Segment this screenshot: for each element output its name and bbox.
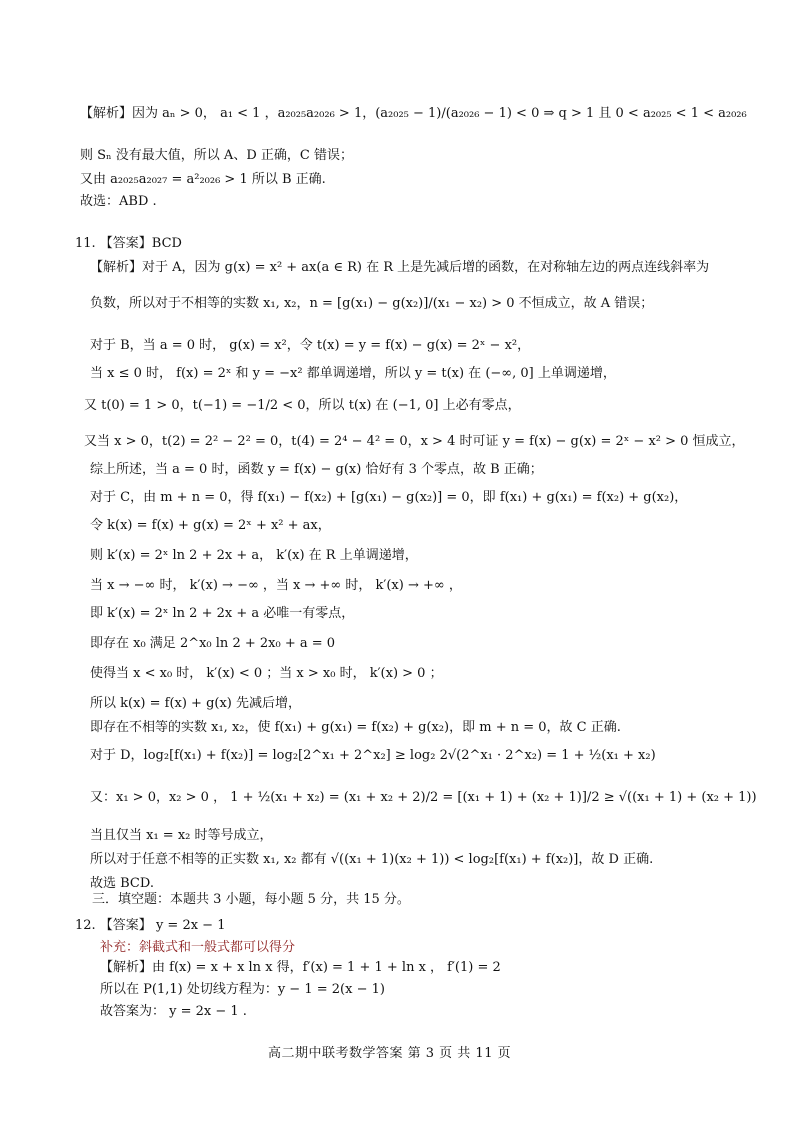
q11-line-c6: 即存在 x₀ 满足 2^x₀ ln 2 + 2x₀ + a = 0 [90, 636, 336, 651]
q11-line-c1: 对于 C，由 m + n = 0，得 f(x₁) − f(x₂) + [g(x₁) − g(x₂)] = 0，即 f(x₁) + g(x₁) = f(x₂) + g(x₂)， [90, 490, 688, 505]
q12-line-3: 故答案为： y = 2x − 1 . [100, 1004, 247, 1019]
q11-line-c8: 所以 k(x) = f(x) + g(x) 先减后增， [90, 696, 302, 711]
q11-line-d4: 所以对于任意不相等的正实数 x₁, x₂ 都有 √((x₁ + 1)(x₂ + 1)) < log₂[f(x₁) + f(x₂)]，故 D 正确. [90, 852, 654, 867]
q11-line-c5: 即 k′(x) = 2ˣ ln 2 + 2x + a 必唯一有零点， [90, 606, 355, 621]
q11-answer: 11. 【答案】BCD [75, 236, 182, 251]
analysis-line-2: 则 Sₙ 没有最大值，所以 A、D 正确，C 错误； [80, 148, 353, 163]
q11-line-b1: 对于 B，当 a = 0 时， g(x) = x²，令 t(x) = y = f(x) − g(x) = 2ˣ − x²， [90, 338, 531, 353]
q11-line-d2: 又：x₁ > 0，x₂ > 0 ， 1 + ½(x₁ + x₂) = (x₁ + x₂ + 2)/2 = [(x₁ + 1) + (x₂ + 1)]/2 ≥ √((x₁ + 1) + (x₂ + 1)) [90, 790, 757, 805]
q11-line-d3: 当且仅当 x₁ = x₂ 时等号成立， [90, 828, 273, 843]
q11-line-b3: 又 t(0) = 1 > 0，t(−1) = −1/2 < 0，所以 t(x) 在 (−1, 0] 上必有零点， [84, 398, 521, 413]
q11-line-c9: 即存在不相等的实数 x₁, x₂，使 f(x₁) + g(x₁) = f(x₂) + g(x₂)，即 m + n = 0，故 C 正确. [90, 720, 621, 735]
q12-line-2: 所以在 P(1,1) 处切线方程为：y − 1 = 2(x − 1) [100, 982, 385, 997]
q11-line-b5: 综上所述，当 a = 0 时，函数 y = f(x) − g(x) 恰好有 3 个零点，故 B 正确； [90, 462, 543, 477]
q11-line-a1: 【解析】对于 A，因为 g(x) = x² + ax(a ∈ R) 在 R 上是先减后增的函数，在对称轴左边的两点连线斜率为 [90, 260, 710, 275]
q12-supplement: 补充：斜截式和一般式都可以得分 [100, 940, 296, 955]
page-footer: 高二期中联考数学答案 第 3 页 共 11 页 [268, 1046, 512, 1061]
analysis-line-3: 又由 a₂₀₂₅a₂₀₂₇ = a²₂₀₂₆ > 1 所以 B 正确. [80, 172, 326, 187]
q12-answer: 12. 【答案】 y = 2x − 1 [75, 918, 226, 933]
q11-line-c4: 当 x → −∞ 时， k′(x) → −∞ ，当 x → +∞ 时， k′(x) → +∞ ， [90, 578, 462, 593]
q11-line-b2: 当 x ≤ 0 时， f(x) = 2ˣ 和 y = −x² 都单调递增，所以 y = t(x) 在 (−∞, 0] 上单调递增， [90, 366, 616, 381]
q11-line-c3: 则 k′(x) = 2ˣ ln 2 + 2x + a， k′(x) 在 R 上单调递增， [90, 548, 418, 563]
q11-line-b4: 又当 x > 0，t(2) = 2² − 2² = 0，t(4) = 2⁴ − 4² = 0，x > 4 时可证 y = f(x) − g(x) = 2ˣ − x² > 0 恒成立， [84, 434, 745, 449]
analysis-line-1: 【解析】因为 aₙ > 0， a₁ < 1 ，a₂₀₂₅a₂₀₂₆ > 1，(a₂₀₂₅ − 1)/(a₂₀₂₆ − 1) < 0 ⇒ q > 1 且 0 < a₂₀₂₅ < 1 < a₂₀₂₆ [80, 106, 747, 121]
q12-line-1: 【解析】由 f(x) = x + x ln x 得，f′(x) = 1 + 1 + ln x ， f′(1) = 2 [100, 960, 501, 975]
q11-conclusion: 故选 BCD. [90, 876, 154, 891]
q11-line-c7: 使得当 x < x₀ 时， k′(x) < 0 ；当 x > x₀ 时， k′(x) > 0 ； [90, 666, 443, 681]
q11-line-c2: 令 k(x) = f(x) + g(x) = 2ˣ + x² + ax， [90, 518, 331, 533]
q11-line-d1: 对于 D，log₂[f(x₁) + f(x₂)] = log₂[2^x₁ + 2^x₂] ≥ log₂ 2√(2^x₁ · 2^x₂) = 1 + ½(x₁ + x₂) [90, 748, 656, 763]
q11-line-a2: 负数，所以对于不相等的实数 x₁, x₂，n = [g(x₁) − g(x₂)]/(x₁ − x₂) > 0 不恒成立，故 A 错误； [90, 296, 654, 311]
analysis-line-4: 故选：ABD . [80, 194, 157, 209]
section-three-heading: 三．填空题：本题共 3 小题，每小题 5 分，共 15 分。 [92, 892, 410, 907]
